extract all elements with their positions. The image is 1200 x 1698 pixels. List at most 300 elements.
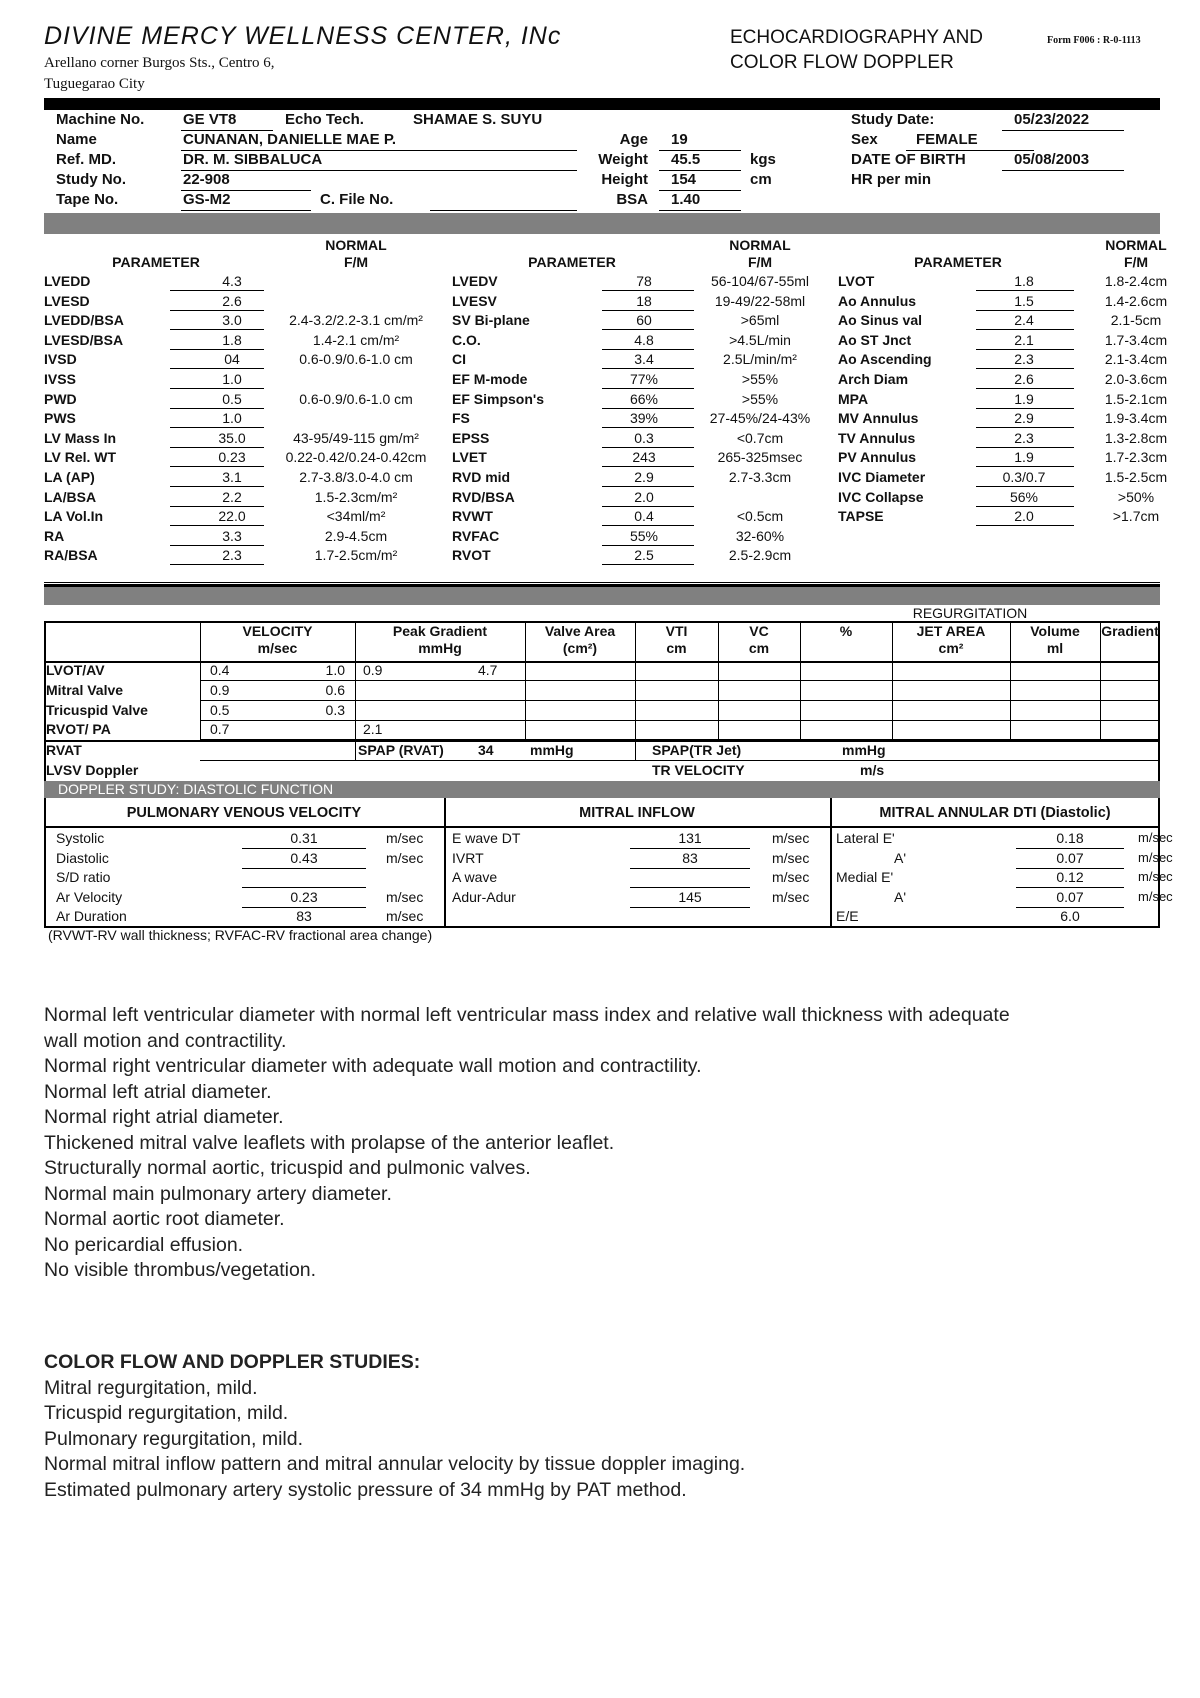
height-unit: cm bbox=[750, 171, 772, 188]
param-value-underline bbox=[976, 368, 1074, 369]
tr-velocity-unit: m/s bbox=[860, 762, 885, 778]
param-value: 0.23 bbox=[218, 449, 246, 466]
param-value: 2.0 bbox=[1014, 508, 1034, 525]
param-name: IVC Collapse bbox=[838, 488, 924, 505]
param-normal: 1.4-2.1 cm/m² bbox=[312, 331, 400, 348]
ma-unit: m/sec bbox=[1138, 889, 1173, 904]
param-normal: 0.6-0.9/0.6-1.0 cm bbox=[299, 351, 413, 368]
rvat-rule-top bbox=[44, 740, 1160, 742]
color-flow-line: Pulmonary regurgitation, mild. bbox=[44, 1427, 304, 1450]
param-normal: 2.9-4.5cm bbox=[324, 527, 388, 544]
finding-line: Normal aortic root diameter. bbox=[44, 1208, 285, 1230]
param-value-underline bbox=[602, 310, 694, 311]
param-value-underline bbox=[602, 427, 694, 428]
param-normal: 1.7-3.4cm bbox=[1104, 331, 1168, 348]
ma-name: Lateral E' bbox=[836, 830, 895, 846]
param-value: 77% bbox=[629, 371, 659, 387]
velocity-1: 0.4 bbox=[210, 662, 230, 678]
regurgitation-label: REGURGITATION bbox=[912, 605, 1028, 621]
rvat-sep bbox=[355, 740, 356, 760]
doppler-col-header: Valve Area bbox=[544, 623, 616, 639]
pv-name: Ar Duration bbox=[56, 908, 127, 924]
param-normal: 2.1-3.4cm bbox=[1104, 351, 1168, 368]
name-label: Name bbox=[56, 131, 97, 148]
tape-label: Tape No. bbox=[56, 191, 119, 208]
param-name: PV Annulus bbox=[838, 449, 917, 466]
velocity-underline bbox=[200, 700, 310, 701]
param-value-underline bbox=[976, 506, 1074, 507]
param-normal: <0.5cm bbox=[736, 508, 784, 525]
rvat-sep bbox=[635, 740, 636, 760]
pv-name: Diastolic bbox=[56, 850, 109, 866]
param-name: RA bbox=[44, 527, 65, 544]
param-value-underline bbox=[170, 447, 264, 448]
param-value: 1.8 bbox=[1014, 273, 1034, 289]
doppler-col-header: % bbox=[839, 623, 853, 639]
param-normal: >65ml bbox=[740, 312, 780, 329]
param-name: Ao Sinus val bbox=[838, 312, 923, 329]
pv-value: 0.31 bbox=[290, 830, 318, 846]
spap-rvat-label: SPAP (RVAT) bbox=[358, 742, 444, 758]
doppler-col-unit: m/sec bbox=[257, 640, 298, 656]
doppler-col-unit: mmHg bbox=[418, 640, 462, 656]
param-normal: 2.5-2.9cm bbox=[728, 547, 792, 564]
param-normal: <0.7cm bbox=[736, 429, 784, 446]
param-value-underline bbox=[170, 486, 264, 487]
machine-value: GE VT8 bbox=[183, 111, 237, 128]
form-number: Form F006 : R-0-1113 bbox=[1047, 35, 1141, 46]
mi-value: 145 bbox=[678, 889, 702, 905]
param-normal: >55% bbox=[741, 371, 779, 387]
cfile-label: C. File No. bbox=[320, 191, 394, 208]
param-name: FS bbox=[452, 410, 470, 427]
patient-name: CUNANAN, DANIELLE MAE P. bbox=[183, 131, 397, 148]
param-value-underline bbox=[602, 506, 694, 507]
param-value-underline bbox=[170, 388, 264, 389]
param-name: LVESD/BSA bbox=[44, 331, 124, 348]
pv-underline bbox=[242, 848, 366, 849]
param-value-underline bbox=[602, 564, 694, 565]
param-name: IVSS bbox=[44, 371, 76, 387]
color-flow-line: Normal mitral inflow pattern and mitral annular velocity by tissue doppler imaging. bbox=[44, 1453, 746, 1475]
doppler-col-unit: (cm²) bbox=[562, 640, 598, 656]
param-value: 2.6 bbox=[1014, 371, 1034, 387]
grey-band-1 bbox=[44, 213, 1160, 234]
fm-header-1: F/M bbox=[343, 254, 369, 270]
normal-header-3: NORMAL bbox=[1105, 237, 1167, 253]
param-value-underline bbox=[602, 525, 694, 526]
param-name: Ao Ascending bbox=[838, 351, 932, 368]
param-name: LVET bbox=[452, 449, 487, 466]
param-value: 0.4 bbox=[634, 508, 654, 525]
param-name: IVC Diameter bbox=[838, 469, 926, 485]
param-value-underline bbox=[602, 368, 694, 369]
param-normal: 1.8-2.4cm bbox=[1104, 273, 1168, 289]
param-value-underline bbox=[976, 388, 1074, 389]
param-name: CI bbox=[452, 351, 466, 368]
finding-line: Thickened mitral valve leaflets with prolapse of the anterior leaflet. bbox=[44, 1131, 615, 1154]
doppler-col-header: Volume bbox=[1030, 623, 1080, 639]
doppler-col-unit: cm² bbox=[938, 640, 964, 656]
param-name: RVD/BSA bbox=[452, 488, 515, 505]
pv-name: Systolic bbox=[56, 830, 105, 846]
velocity-1: 0.7 bbox=[210, 721, 230, 737]
report-title-line1: ECHOCARDIOGRAPHY AND bbox=[730, 27, 984, 48]
ma-value: 0.18 bbox=[1056, 830, 1084, 846]
ma-name: A' bbox=[894, 850, 907, 866]
param-normal: 1.5-2.1cm bbox=[1104, 390, 1168, 407]
param-value: 3.1 bbox=[222, 469, 242, 485]
age-label: Age bbox=[619, 131, 648, 148]
mi-name: E wave DT bbox=[452, 830, 521, 846]
param-value-underline bbox=[602, 290, 694, 291]
param-normal: 1.9-3.4cm bbox=[1104, 410, 1168, 427]
param-value: 1.9 bbox=[1014, 449, 1034, 466]
doppler-col-header: Peak Gradient bbox=[392, 623, 488, 639]
param-normal: >1.7cm bbox=[1112, 508, 1160, 525]
param-value: 2.0 bbox=[634, 488, 654, 505]
mi-header: MITRAL INFLOW bbox=[579, 805, 695, 821]
lvsv-label: LVSV Doppler bbox=[46, 762, 139, 778]
param-value-underline bbox=[976, 329, 1074, 330]
bsa-label: BSA bbox=[616, 191, 648, 208]
velocity-underline bbox=[200, 680, 310, 681]
param-name: IVSD bbox=[44, 351, 77, 368]
echo-tech-value: SHAMAE S. SUYU bbox=[413, 111, 543, 128]
param-normal: 19-49/22-58ml bbox=[714, 292, 806, 309]
param-normal: <34ml/m² bbox=[326, 508, 386, 525]
findings-text bbox=[44, 1003, 1164, 1284]
param-value-underline bbox=[170, 545, 264, 546]
spap-tr-unit: mmHg bbox=[842, 742, 886, 758]
param-name: SV Bi-plane bbox=[452, 312, 530, 329]
mi-unit: m/sec bbox=[772, 850, 810, 866]
mi-value: 83 bbox=[682, 850, 698, 866]
param-name: EF Simpson's bbox=[452, 390, 545, 407]
pv-unit: m/sec bbox=[386, 830, 424, 846]
doppler-col-header: JET AREA bbox=[916, 623, 986, 639]
mi-underline bbox=[630, 907, 750, 908]
param-name: RVWT bbox=[452, 508, 493, 525]
weight-value: 45.5 bbox=[671, 151, 701, 168]
param-value: 4.8 bbox=[634, 331, 654, 348]
ma-unit: m/sec bbox=[1138, 850, 1173, 865]
finding-line: wall motion and contractility. bbox=[44, 1029, 287, 1052]
mi-unit: m/sec bbox=[772, 889, 810, 905]
velocity-1: 0.5 bbox=[210, 702, 230, 718]
param-value: 18 bbox=[636, 292, 652, 309]
doppler-col-unit: cm bbox=[666, 640, 687, 656]
param-normal: 0.22-0.42/0.24-0.42cm bbox=[285, 449, 427, 466]
color-flow-line: Tricuspid regurgitation, mild. bbox=[44, 1402, 289, 1424]
param-name: C.O. bbox=[452, 331, 481, 348]
param-name: Ao Annulus bbox=[838, 292, 917, 309]
param-value-underline bbox=[976, 290, 1074, 291]
param-name: EF M-mode bbox=[452, 371, 528, 387]
param-value-underline bbox=[602, 447, 694, 448]
param-normal: 2.4-3.2/2.2-3.1 cm/m² bbox=[289, 312, 423, 329]
param-name: RVFAC bbox=[452, 527, 500, 544]
param-name: Ao ST Jnct bbox=[838, 331, 912, 348]
param-value: 2.2 bbox=[222, 488, 242, 505]
ma-underline bbox=[1016, 887, 1124, 888]
doppler-row-name: Mitral Valve bbox=[46, 682, 124, 698]
pv-unit: m/sec bbox=[386, 908, 424, 924]
pv-underline bbox=[242, 868, 366, 869]
param-normal: 1.5-2.5cm bbox=[1104, 469, 1168, 485]
ma-name: A' bbox=[894, 889, 907, 905]
param-normal: 1.3-2.8cm bbox=[1104, 429, 1168, 446]
param-value-underline bbox=[602, 329, 694, 330]
param-value: 2.6 bbox=[222, 292, 242, 309]
param-value-underline bbox=[170, 564, 264, 565]
param-name: LVESV bbox=[452, 292, 497, 309]
param-normal: 1.5-2.3cm/m² bbox=[314, 488, 398, 505]
param-value: 1.0 bbox=[222, 371, 242, 387]
ma-unit: m/sec bbox=[1138, 830, 1173, 845]
ma-name: E/E bbox=[836, 908, 859, 924]
param-normal: 265-325msec bbox=[717, 449, 803, 466]
param-value-underline bbox=[602, 388, 694, 389]
finding-line: Normal left ventricular diameter with normal left ventricular mass index and relative wall thickness with adequate bbox=[44, 1004, 1010, 1026]
param-value-underline bbox=[170, 349, 264, 350]
echo-tech-label: Echo Tech. bbox=[285, 111, 364, 128]
ma-unit: m/sec bbox=[1138, 869, 1173, 884]
velocity-2: 0.3 bbox=[325, 702, 345, 718]
clinic-address-line2: Tuguegarao City bbox=[44, 76, 145, 92]
param-normal: 32-60% bbox=[735, 527, 785, 544]
clinic-name: DIVINE MERCY WELLNESS CENTER, INc bbox=[44, 22, 562, 50]
sex-value: FEMALE bbox=[916, 131, 978, 148]
param-normal: 1.7-2.3cm bbox=[1104, 449, 1168, 466]
param-value-underline bbox=[976, 447, 1074, 448]
ma-underline bbox=[1016, 848, 1124, 849]
param-value: 22.0 bbox=[218, 508, 246, 525]
param-value: 2.3 bbox=[222, 547, 242, 564]
mi-underline bbox=[630, 887, 750, 888]
param-normal: 43-95/49-115 gm/m² bbox=[293, 429, 419, 446]
param-name: MV Annulus bbox=[838, 410, 919, 427]
param-value-underline bbox=[602, 466, 694, 467]
param-name: PWD bbox=[44, 390, 77, 407]
grey-band-2 bbox=[44, 587, 1160, 605]
param-value: 2.3 bbox=[1014, 429, 1034, 446]
param-normal: >55% bbox=[741, 390, 779, 407]
param-value-underline bbox=[976, 486, 1074, 487]
study-date-value: 05/23/2022 bbox=[1014, 111, 1090, 128]
param-value-underline bbox=[170, 290, 264, 291]
mi-name: Adur-Adur bbox=[452, 889, 516, 905]
pv-header: PULMONARY VENOUS VELOCITY bbox=[126, 805, 362, 821]
param-value: 78 bbox=[636, 273, 652, 289]
abbrev-footnote: (RVWT-RV wall thickness; RVFAC-RV fractional area change) bbox=[48, 927, 433, 943]
param-value-underline bbox=[976, 310, 1074, 311]
ma-value: 0.12 bbox=[1056, 869, 1084, 885]
param-value: 55% bbox=[629, 527, 659, 544]
study-no-label: Study No. bbox=[56, 171, 126, 188]
ma-header: MITRAL ANNULAR DTI (Diastolic) bbox=[879, 805, 1111, 821]
param-value-underline bbox=[170, 329, 264, 330]
param-name: LVEDD/BSA bbox=[44, 312, 124, 329]
param-value-underline bbox=[602, 349, 694, 350]
param-value: 243 bbox=[632, 449, 656, 466]
param-normal: >50% bbox=[1117, 488, 1155, 505]
dob-label: DATE OF BIRTH bbox=[851, 151, 966, 168]
param-value: 2.5 bbox=[634, 547, 654, 564]
param-value: 1.5 bbox=[1014, 292, 1034, 309]
color-flow-line: Mitral regurgitation, mild. bbox=[44, 1376, 258, 1399]
ma-value: 0.07 bbox=[1056, 850, 1084, 866]
refmd-label: Ref. MD. bbox=[56, 151, 116, 168]
param-value-underline bbox=[170, 466, 264, 467]
pv-value: 83 bbox=[296, 908, 312, 924]
header-divider bbox=[44, 98, 1160, 110]
param-value: 35.0 bbox=[218, 429, 246, 446]
param-value-underline bbox=[976, 408, 1074, 409]
param-value: 2.3 bbox=[1014, 351, 1034, 368]
doppler-row-name: Tricuspid Valve bbox=[46, 702, 148, 718]
hr-label: HR per min bbox=[851, 171, 932, 188]
param-value-underline bbox=[170, 506, 264, 507]
param-value-underline bbox=[602, 545, 694, 546]
param-value: 2.9 bbox=[1014, 410, 1034, 427]
sex-label: Sex bbox=[851, 131, 878, 148]
clinic-address-line1: Arellano corner Burgos Sts., Centro 6, bbox=[44, 55, 275, 71]
param-name: MPA bbox=[838, 390, 869, 407]
param-value: 2.9 bbox=[634, 469, 654, 485]
mi-unit: m/sec bbox=[772, 869, 810, 885]
velocity-2: 1.0 bbox=[325, 662, 345, 678]
param-value: 2.4 bbox=[1014, 312, 1034, 329]
refmd-value: DR. M. SIBBALUCA bbox=[183, 151, 323, 168]
param-value-underline bbox=[602, 486, 694, 487]
pv-unit: m/sec bbox=[386, 889, 424, 905]
param-value-underline bbox=[976, 525, 1074, 526]
pv-value: 0.43 bbox=[290, 850, 318, 866]
param-normal: >4.5L/min bbox=[729, 331, 791, 348]
param-value: 0.3/0.7 bbox=[1002, 469, 1046, 485]
doppler-row-rule bbox=[200, 680, 1160, 681]
param-header-2: PARAMETER bbox=[528, 254, 616, 270]
spap-rvat-unit: mmHg bbox=[530, 742, 574, 758]
pv-name: S/D ratio bbox=[56, 869, 111, 885]
param-name: TAPSE bbox=[838, 508, 884, 525]
doppler-row-name: RVOT/ PA bbox=[46, 721, 111, 737]
pv-value: 0.23 bbox=[290, 889, 318, 905]
param-name: LVEDD bbox=[44, 273, 91, 289]
param-value: 0.5 bbox=[222, 390, 242, 407]
param-value-underline bbox=[976, 349, 1074, 350]
pv-underline bbox=[242, 887, 366, 888]
param-name: LV Rel. WT bbox=[44, 449, 117, 466]
pv-unit: m/sec bbox=[386, 850, 424, 866]
dob-value: 05/08/2003 bbox=[1014, 151, 1090, 168]
finding-line: No pericardial effusion. bbox=[44, 1233, 244, 1256]
param-value: 60 bbox=[636, 312, 652, 329]
param-value: 4.3 bbox=[222, 273, 242, 289]
mi-name: IVRT bbox=[452, 850, 484, 866]
doppler-row-name: LVOT/AV bbox=[46, 662, 105, 678]
param-name: LVOT bbox=[838, 273, 875, 289]
age-value: 19 bbox=[671, 131, 688, 148]
param-name: LV Mass In bbox=[44, 429, 117, 446]
mi-unit: m/sec bbox=[772, 830, 810, 846]
param-value: 39% bbox=[629, 410, 659, 427]
param-normal: 1.7-2.5cm/m² bbox=[314, 547, 398, 564]
study-date-label: Study Date: bbox=[851, 111, 935, 128]
ma-value: 6.0 bbox=[1060, 908, 1080, 924]
weight-label: Weight bbox=[598, 151, 648, 168]
param-value-underline bbox=[170, 427, 264, 428]
param-header-1: PARAMETER bbox=[112, 254, 200, 270]
param-value: 0.3 bbox=[634, 429, 654, 446]
param-value-underline bbox=[976, 466, 1074, 467]
lvsv-rule bbox=[200, 760, 1160, 761]
param-value: 1.8 bbox=[222, 331, 242, 348]
color-flow-heading: COLOR FLOW AND DOPPLER STUDIES: bbox=[44, 1351, 421, 1373]
param-normal: 0.6-0.9/0.6-1.0 cm bbox=[299, 390, 413, 407]
param-name: LA Vol.In bbox=[44, 508, 104, 525]
param-name: EPSS bbox=[452, 429, 490, 446]
doppler-frame-right bbox=[1158, 621, 1160, 781]
param-value: 2.1 bbox=[1014, 331, 1034, 348]
param-value-underline bbox=[170, 525, 264, 526]
param-value-underline bbox=[170, 408, 264, 409]
ma-value: 0.07 bbox=[1056, 889, 1084, 905]
param-value-underline bbox=[170, 310, 264, 311]
param-name: Arch Diam bbox=[838, 371, 909, 387]
rvat-label: RVAT bbox=[46, 742, 82, 758]
param-value: 56% bbox=[1009, 488, 1039, 505]
param-value-underline bbox=[976, 427, 1074, 428]
velocity-1: 0.9 bbox=[210, 682, 230, 698]
fm-header-2: F/M bbox=[747, 254, 773, 270]
doppler-col-header: VC bbox=[749, 623, 769, 639]
doppler-col-header: Gradient bbox=[1101, 623, 1159, 639]
doppler-col-unit: ml bbox=[1046, 640, 1064, 656]
param-value: 3.0 bbox=[222, 312, 242, 329]
color-flow-line: Estimated pulmonary artery systolic pressure of 34 mmHg by PAT method. bbox=[44, 1478, 687, 1501]
finding-line: Structurally normal aortic, tricuspid and pulmonic valves. bbox=[44, 1157, 531, 1179]
report-title-line2: COLOR FLOW DOPPLER bbox=[730, 52, 954, 73]
param-value: 3.4 bbox=[634, 351, 654, 368]
param-normal: 2.0-3.6cm bbox=[1104, 371, 1168, 387]
fm-header-3: F/M bbox=[1123, 254, 1149, 270]
finding-line: Normal main pulmonary artery diameter. bbox=[44, 1182, 392, 1205]
diastolic-header-rule bbox=[44, 826, 1160, 828]
diastolic-title: DOPPLER STUDY: DIASTOLIC FUNCTION bbox=[58, 781, 334, 797]
mi-underline bbox=[630, 868, 750, 869]
param-normal: 56-104/67-55ml bbox=[710, 273, 810, 289]
height-label: Height bbox=[601, 171, 648, 188]
finding-line: Normal right ventricular diameter with adequate wall motion and contractility. bbox=[44, 1055, 702, 1077]
normal-header-2: NORMAL bbox=[729, 237, 791, 253]
tr-velocity-label: TR VELOCITY bbox=[652, 762, 745, 778]
mi-underline bbox=[630, 848, 750, 849]
param-name: LVEDV bbox=[452, 273, 498, 289]
param-name: RVD mid bbox=[452, 469, 511, 485]
param-name: RVOT bbox=[452, 547, 491, 564]
weight-unit: kgs bbox=[750, 151, 776, 168]
param-header-3: PARAMETER bbox=[914, 254, 1002, 270]
param-normal: 2.7-3.8/3.0-4.0 cm bbox=[299, 469, 413, 485]
param-normal: 2.1-5cm bbox=[1110, 312, 1162, 329]
machine-label: Machine No. bbox=[56, 111, 145, 128]
tape-value: GS-M2 bbox=[183, 191, 231, 208]
color-flow-section bbox=[44, 1350, 1164, 1503]
finding-line: Normal left atrial diameter. bbox=[44, 1080, 272, 1103]
param-name: TV Annulus bbox=[838, 429, 916, 446]
